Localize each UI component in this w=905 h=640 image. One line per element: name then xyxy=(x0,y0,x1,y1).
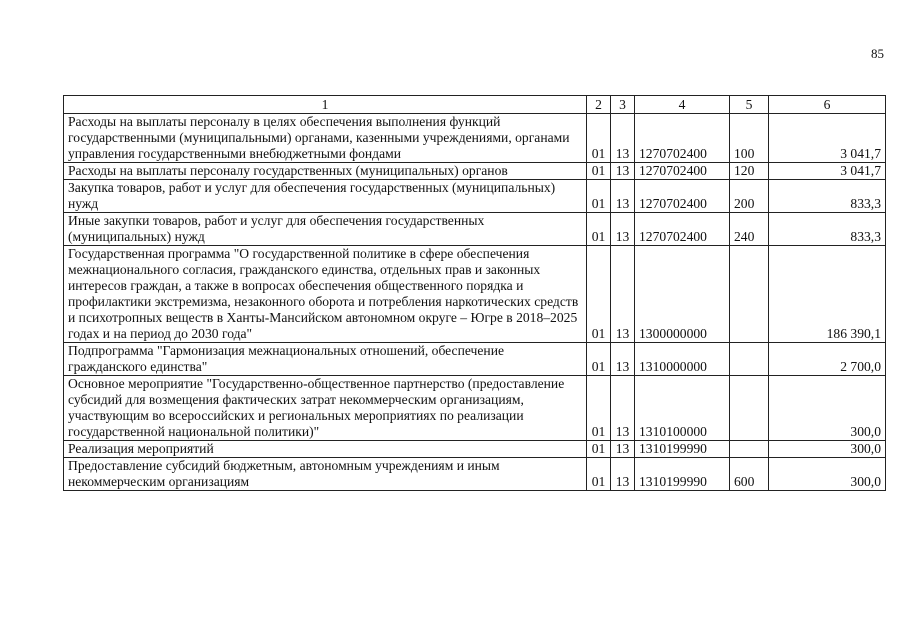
row-subsection: 13 xyxy=(611,246,635,343)
row-name: Иные закупки товаров, работ и услуг для обеспечения государственных (муниципальных) нужд xyxy=(64,213,587,246)
row-expense-type: 600 xyxy=(730,458,769,491)
table-row xyxy=(64,114,886,163)
row-name: Предоставление субсидий бюджетным, автономным учреждениям и иным некоммерческим организациям xyxy=(64,458,587,491)
row-subsection: 13 xyxy=(611,376,635,441)
row-section: 01 xyxy=(587,114,611,163)
row-target-item: 1310100000 xyxy=(635,376,730,441)
row-target-item: 1270702400 xyxy=(635,213,730,246)
header-cell-expense-type: 5 xyxy=(730,96,769,114)
row-expense-type xyxy=(730,343,769,376)
header-cell-target-item: 4 xyxy=(635,96,730,114)
row-expense-type xyxy=(730,246,769,343)
row-section: 01 xyxy=(587,441,611,458)
row-section: 01 xyxy=(587,180,611,213)
budget-table xyxy=(63,95,886,491)
row-amount: 300,0 xyxy=(769,441,886,458)
table-row xyxy=(64,441,886,458)
row-expense-type: 100 xyxy=(730,114,769,163)
row-section: 01 xyxy=(587,246,611,343)
row-subsection: 13 xyxy=(611,114,635,163)
row-target-item: 1310000000 xyxy=(635,343,730,376)
table-row xyxy=(64,180,886,213)
row-subsection: 13 xyxy=(611,213,635,246)
row-amount: 300,0 xyxy=(769,376,886,441)
header-cell-section: 2 xyxy=(587,96,611,114)
row-amount: 833,3 xyxy=(769,213,886,246)
row-name: Расходы на выплаты персоналу государственных (муниципальных) органов xyxy=(64,163,587,180)
row-amount: 833,3 xyxy=(769,180,886,213)
row-target-item: 1270702400 xyxy=(635,163,730,180)
table-row xyxy=(64,163,886,180)
row-name: Реализация мероприятий xyxy=(64,441,587,458)
header-cell-name: 1 xyxy=(64,96,587,114)
page-number: 85 xyxy=(871,46,884,61)
row-section: 01 xyxy=(587,458,611,491)
row-name: Подпрограмма "Гармонизация межнациональных отношений, обеспечение гражданского единства" xyxy=(64,343,587,376)
row-section: 01 xyxy=(587,376,611,441)
row-expense-type xyxy=(730,376,769,441)
row-name: Основное мероприятие "Государственно-общественное партнерство (предоставление субсидий для возмещения фактических затрат некоммерческим организациям, участвующим во всероссийских и региональных мероприятиях по реализации государственной национальной политики)" xyxy=(64,376,587,441)
row-expense-type: 120 xyxy=(730,163,769,180)
table-row xyxy=(64,246,886,343)
row-subsection: 13 xyxy=(611,180,635,213)
row-section: 01 xyxy=(587,163,611,180)
row-amount: 3 041,7 xyxy=(769,114,886,163)
row-amount: 3 041,7 xyxy=(769,163,886,180)
table-row xyxy=(64,343,886,376)
table-row xyxy=(64,458,886,491)
row-name: Расходы на выплаты персоналу в целях обеспечения выполнения функций государственными (муниципальными) органами, казенными учреждениями, органами управления государственными внебюджетными фондами xyxy=(64,114,587,163)
row-target-item: 1270702400 xyxy=(635,180,730,213)
row-subsection: 13 xyxy=(611,343,635,376)
row-amount: 2 700,0 xyxy=(769,343,886,376)
row-name: Закупка товаров, работ и услуг для обеспечения государственных (муниципальных) нужд xyxy=(64,180,587,213)
row-subsection: 13 xyxy=(611,163,635,180)
header-row xyxy=(64,96,886,114)
row-expense-type xyxy=(730,441,769,458)
row-amount: 186 390,1 xyxy=(769,246,886,343)
header-cell-subsection: 3 xyxy=(611,96,635,114)
row-target-item: 1270702400 xyxy=(635,114,730,163)
row-subsection: 13 xyxy=(611,441,635,458)
row-amount: 300,0 xyxy=(769,458,886,491)
row-target-item: 1310199990 xyxy=(635,458,730,491)
header-cell-amount: 6 xyxy=(769,96,886,114)
row-target-item: 1310199990 xyxy=(635,441,730,458)
row-name: Государственная программа "О государственной политике в сфере обеспечения межнационального согласия, гражданского единства, отдельных прав и законных интересов граждан, а также в вопросах обеспечения общественного порядка и профилактики экстремизма, незаконного оборота и потребления наркотических средств и психотропных веществ в Ханты-Мансийском автономном округе – Югре в 2018–2025 годах и на период до 2030 года" xyxy=(64,246,587,343)
row-section: 01 xyxy=(587,213,611,246)
table-row xyxy=(64,213,886,246)
row-expense-type: 200 xyxy=(730,180,769,213)
row-expense-type: 240 xyxy=(730,213,769,246)
row-section: 01 xyxy=(587,343,611,376)
row-subsection: 13 xyxy=(611,458,635,491)
row-target-item: 1300000000 xyxy=(635,246,730,343)
table-row xyxy=(64,376,886,441)
